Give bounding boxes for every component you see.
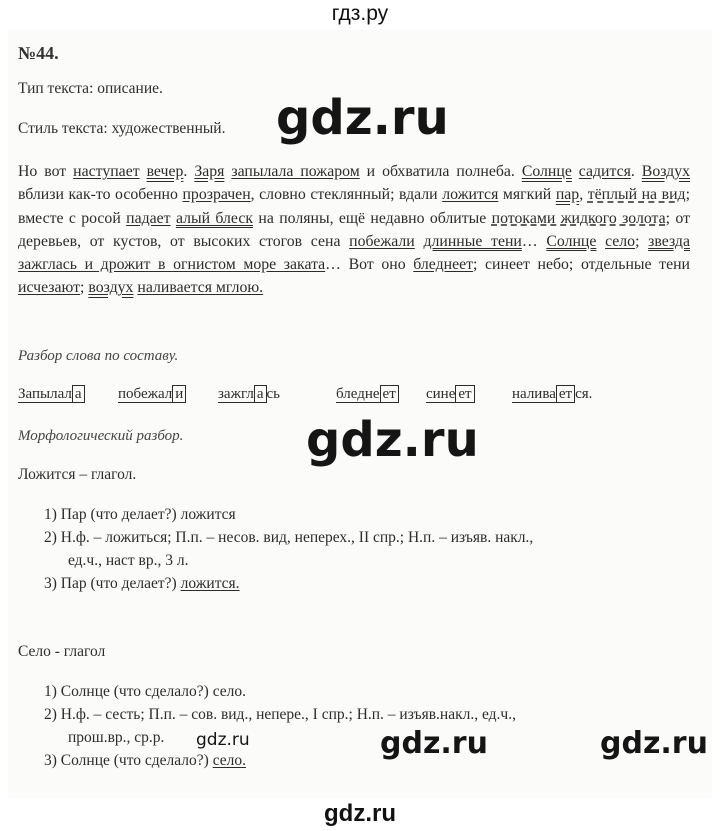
passage-fragment: Но вот <box>18 163 74 180</box>
underlined-phrase: пар <box>555 186 580 204</box>
verb1-analysis-list <box>44 503 694 595</box>
composition-word <box>336 386 399 403</box>
word-ending: а <box>254 385 267 403</box>
word-composition-row <box>18 382 698 412</box>
composition-word <box>18 386 85 403</box>
passage-fragment <box>596 233 605 250</box>
task-number: №44. <box>18 43 59 63</box>
word-root: Запылал <box>18 386 72 402</box>
passage-fragment <box>140 163 147 180</box>
underlined-phrase: падает <box>126 209 171 227</box>
underlined-phrase: наступает <box>73 163 140 180</box>
word-ending: ет <box>556 385 575 403</box>
underlined-phrase: звезда <box>648 232 690 250</box>
watermark-gdz-4: gdz.ru <box>600 726 708 761</box>
passage-fragment: , словно стеклянный; вдали <box>250 186 443 204</box>
verb2-item-1: 1) Солнце (что сделало?) село. <box>44 683 247 700</box>
verb1-item-2: 2) Н.ф. – ложиться; П.п. – несов. вид, неперех., II спр.; Н.п. – изъяв. накл., <box>44 529 534 546</box>
watermark-gdz: gdz.ru <box>276 90 449 146</box>
composition-word <box>426 386 475 403</box>
verb1-item-1: 1) Пар (что делает?) ложится <box>44 506 236 523</box>
composition-word <box>218 386 280 403</box>
passage-fragment: и обхватила полнеба. <box>359 163 522 180</box>
passage-fragment: ; от деревьев, от кустов, от высоких стогов сена <box>18 209 691 250</box>
underlined-phrase: зажглась и дрожит в огнистом море заката <box>18 256 326 274</box>
underlined-phrase: Солнце <box>546 232 597 250</box>
underlined-phrase: исчезают <box>18 279 81 297</box>
passage-fragment: мягкий <box>498 186 556 204</box>
passage-fragment: … Вот оно <box>325 256 414 274</box>
passage-fragment: ; <box>80 279 89 297</box>
word-root: сине <box>426 386 456 402</box>
underlined-phrase: запылала пожаром <box>231 163 360 180</box>
verb2-item-2-cont: прош.вр., ср.р. <box>68 729 165 746</box>
underlined-phrase: вечер <box>146 163 184 180</box>
passage-fragment: , <box>579 186 588 204</box>
verb1-item-2-cont: ед.ч., наст вр., 3 л. <box>68 552 189 569</box>
passage-fragment: … <box>521 232 547 250</box>
passage-fragment: на поляны, ещё недавно облитые <box>253 209 492 227</box>
underlined-phrase: побежали <box>349 232 415 250</box>
word-ending: а <box>72 385 85 403</box>
verb1-title: Ложится – глагол. <box>18 466 137 483</box>
passage-fragment: ; <box>635 232 649 250</box>
underlined-phrase: Воздух <box>641 163 691 180</box>
word-postfix: ся. <box>575 386 593 402</box>
verb2-item-3-underlined: село. <box>212 752 247 769</box>
text-type-line: Тип текста: описание. <box>18 80 163 97</box>
word-ending: ет <box>380 385 399 403</box>
site-footer-label[interactable]: gdz.ru <box>324 800 396 827</box>
word-ending: ет <box>455 385 474 403</box>
watermark-gdz-3: gdz.ru <box>380 726 488 761</box>
composition-heading: Разбор слова по составу. <box>18 348 179 364</box>
passage-fragment: вблизи как-то особенно <box>18 186 183 204</box>
watermark-gdz-2: gdz.ru <box>306 412 479 468</box>
underlined-phrase: воздух <box>88 279 134 297</box>
passage-fragment: ; вместе с росой <box>18 186 690 227</box>
watermark-gdz-small: gdz.ru <box>196 730 250 750</box>
underlined-phrase: садится <box>578 163 631 180</box>
underlined-phrase: потоками жидкого золота <box>491 209 666 227</box>
underlined-phrase: бледнеет <box>413 256 474 274</box>
composition-word <box>512 386 592 403</box>
site-header-label[interactable]: гдз.ру <box>331 2 389 25</box>
underlined-phrase: село <box>605 232 636 250</box>
verb1-item-3: 3) Пар (что делает?) ложится. <box>44 575 240 592</box>
underlined-phrase: ложится <box>442 186 499 204</box>
passage-fragment: ; синеет небо; отдельные тени <box>473 256 690 274</box>
verb2-analysis-list <box>44 680 694 772</box>
underlined-phrase: тёплый на вид <box>587 186 686 204</box>
word-root: побежал <box>118 386 173 402</box>
word-root: налива <box>512 386 556 402</box>
underlined-phrase: наливается мглою. <box>137 279 264 297</box>
word-ending: и <box>172 385 186 403</box>
underlined-phrase: длинные тени <box>423 232 522 250</box>
passage-fragment <box>572 163 579 180</box>
verb2-title: Село - глагол <box>18 643 106 660</box>
morph-heading: Морфологический разбор. <box>18 428 184 444</box>
word-root: бледне <box>336 386 380 402</box>
word-postfix: сь <box>266 386 280 402</box>
composition-word <box>118 386 186 403</box>
verb2-item-2: 2) Н.ф. – сесть; П.п. – сов. вид., непере., I спр.; Н.п. – изъяв.накл., ед.ч., <box>44 706 516 723</box>
word-root: зажгл <box>218 386 254 402</box>
underlined-phrase: прозрачен <box>182 186 251 204</box>
verb1-item-3-underlined: ложится. <box>180 575 240 592</box>
text-style-line: Стиль текста: художественный. <box>18 120 226 137</box>
underlined-phrase: Заря <box>194 163 225 180</box>
passage-fragment: . <box>183 163 195 180</box>
underlined-phrase: Солнце <box>521 163 572 180</box>
verb2-item-3: 3) Солнце (что сделало?) село. <box>44 752 247 769</box>
underlined-phrase: алый блеск <box>175 209 254 227</box>
passage-fragment: . <box>630 163 642 180</box>
passage-text <box>18 160 690 300</box>
